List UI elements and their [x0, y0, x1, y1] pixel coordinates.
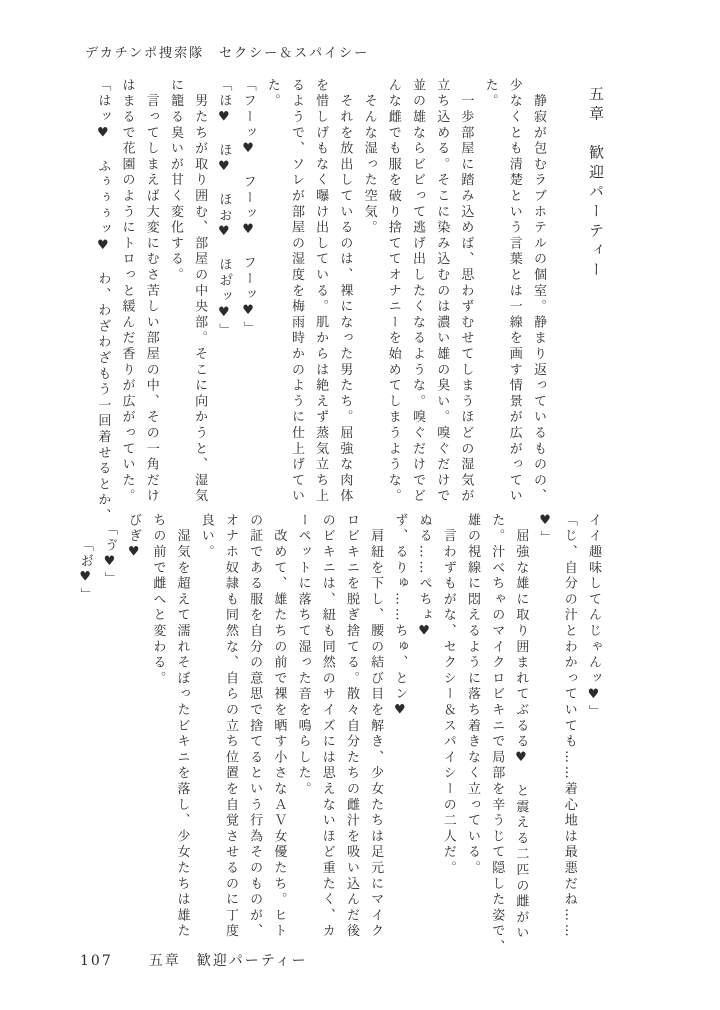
text-line: イイ趣味してんじゃんッ♥」: [586, 513, 601, 721]
text-line: ちの前で雌へと変わる。: [150, 513, 166, 687]
text-line: た。汁べちゃのマイクロビキニで局部を辛うじて隠した姿で、: [489, 513, 505, 956]
upper-lines: [90, 78, 550, 525]
text-line: に籠る臭いが甘く変化する。: [167, 78, 183, 284]
text-line: ロビキニを脱ぎ捨てる。散々自分たちの雌汁を吸い込んだ後: [343, 513, 359, 940]
text-line: ーペットに落ちて湿った音を鳴らした。: [295, 513, 311, 798]
text-line: た。: [264, 78, 280, 110]
upper-text-band: [90, 78, 608, 525]
text-line: はまるで花園のようにトロっと緩んだ香りが広がっていた。: [119, 78, 135, 505]
text-line: 「フーッ♥ フーッ♥ フーッ♥」: [240, 78, 256, 337]
text-line: のビキニは、紐も同然のサイズには思えないほど重たく、カ: [319, 513, 335, 940]
text-line: オナホ奴隷も同然な、自らの立ち位置を自覚させるのに丁度: [222, 513, 238, 940]
lower-text-band: [73, 513, 605, 956]
running-header: デカチンポ捜索隊 セクシー＆スパイシー: [85, 46, 370, 61]
text-line: 良い。: [198, 513, 214, 561]
chapter-title: 五章 歓迎パーティー: [587, 86, 605, 281]
text-line: 静寂が包むラブホテルの個室。静まり返っているものの、: [531, 78, 546, 505]
text-line: 「はッ♥ ふぅぅぅッ♥ わ、わざわざもう一回着せるとか、: [95, 78, 111, 525]
text-line: 一歩部屋に踏み込めば、思わずむせてしまうほどの湿気が: [458, 78, 474, 505]
text-line: 並の雄ならビビって逃げ出したくなるような。嗅ぐだけでど: [409, 78, 425, 505]
text-line: それを放出しているのは、裸になった男たち。屈強な肉体: [337, 78, 353, 505]
text-line: 言ってしまえば大変にむさ苦しい部屋の中、その一角だけ: [143, 78, 159, 505]
text-line: を惜しげもなく曝け出している。肌からは絶えず蒸気立ち上: [313, 78, 329, 505]
footer-chapter-title: 五章 歓迎パーティー: [148, 953, 308, 969]
page-footer: [80, 950, 308, 970]
text-line: 「じ、自分の汁とわかっていても……着心地は最悪だね……: [561, 513, 577, 940]
text-line: びぎ♥: [126, 513, 142, 563]
text-line: 「お゙♥」: [77, 513, 93, 604]
text-line: 肩紐を下し、腰の結び目を解き、少女たちは足元にマイク: [368, 513, 384, 940]
text-line: ♥」: [537, 513, 553, 547]
text-line: 湿気を超えて濡れそぼったビキニを落し、少女たちは雄た: [174, 513, 190, 940]
lower-lines: [73, 513, 605, 956]
text-line: ず、るりゅ……ちゅ、とン♥: [392, 513, 408, 721]
text-line: るようで、ソレが部屋の湿度を梅雨時かのように仕上げてい: [288, 78, 304, 505]
text-line: 「ほ♥ ほ♥ ほお♥ ほお゚ッ♥」: [216, 78, 232, 339]
text-line: 改めて、雄たちの前で裸を晒す小さなＡＶ女優たち。ヒト: [271, 513, 287, 940]
text-line: の証である服を自分の意思で捨てるという行為そのものが、: [247, 513, 263, 940]
text-line: 「ゔ♥」: [101, 513, 117, 588]
text-line: 屈強な雄に取り囲まれてぶるる♥ と震える二匹の雌がい: [513, 513, 529, 942]
text-line: そんな湿った空気。: [361, 78, 377, 236]
text-line: 少なくとも清楚という言葉とは一線を画す情景が広がってい: [506, 78, 522, 505]
text-line: た。: [482, 78, 498, 110]
page-number: 107: [80, 953, 113, 969]
text-line: 雄の視線に悶えるように落ち着きなく立っている。: [464, 513, 480, 877]
text-line: 立ち込める。そこに染み込むのは濃い雄の臭い。嗅ぐだけで: [434, 78, 450, 505]
text-line: 言わずもがな、セクシー＆スパイシーの二人だ。: [440, 513, 456, 877]
text-line: 男たちが取り囲む、部屋の中央部。そこに向かうと、湿気: [192, 78, 208, 505]
text-line: んな雌でも服を破り捨ててオナニーを始めてしまうような。: [385, 78, 401, 505]
text-line: ぬる……ぺちょ♥: [416, 513, 432, 642]
